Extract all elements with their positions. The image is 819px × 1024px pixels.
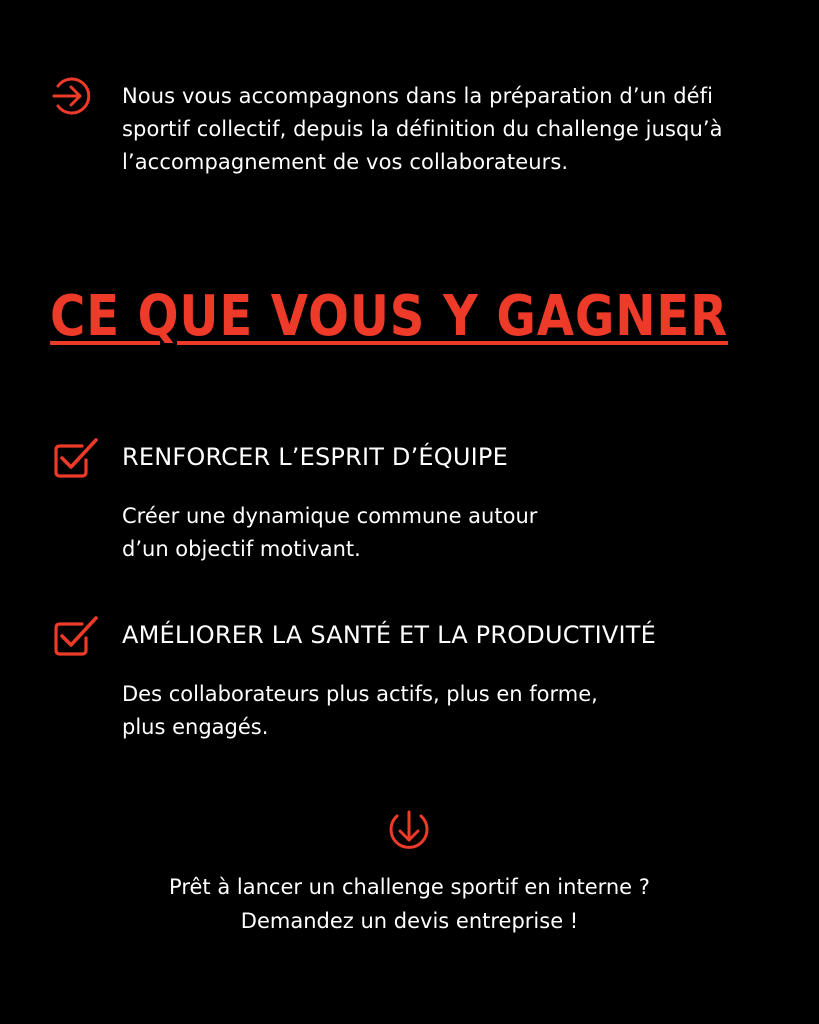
section-heading: CE QUE VOUS Y GAGNER [50, 284, 729, 349]
arrow-down-circle-icon [386, 808, 432, 854]
benefit-description-line: plus engagés. [122, 715, 269, 739]
benefit-title: AMÉLIORER LA SANTÉ ET LA PRODUCTIVITÉ [122, 621, 656, 649]
cta-line: Prêt à lancer un challenge sportif en interne ? [169, 875, 650, 899]
call-to-action [0, 870, 819, 938]
benefit-description-line: Créer une dynamique commune autour [122, 504, 538, 528]
arrow-right-circle-icon [50, 74, 94, 118]
intro-paragraph: Nous vous accompagnons dans la préparation d’un défi sportif collectif, depuis la définition du challenge jusqu’à l’accompagnement de vos collaborateurs. [122, 84, 723, 174]
benefit-description [122, 678, 682, 744]
checkbox-checked-icon [52, 612, 100, 660]
benefit-description-line: Des collaborateurs plus actifs, plus en forme, [122, 682, 598, 706]
cta-line: Demandez un devis entreprise ! [240, 909, 579, 933]
checkbox-checked-icon [52, 434, 100, 482]
benefit-description-line: d’un objectif motivant. [122, 537, 361, 561]
benefit-title: RENFORCER L’ESPRIT D’ÉQUIPE [122, 443, 508, 471]
benefit-description [122, 500, 682, 566]
